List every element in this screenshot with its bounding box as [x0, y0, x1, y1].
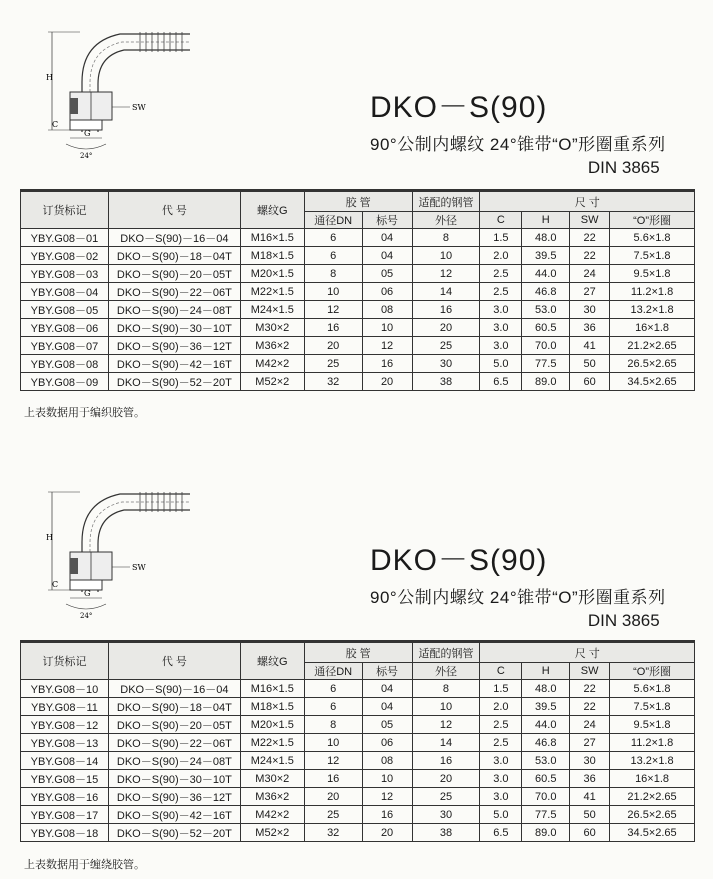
header-oring: “O”形圈 — [610, 663, 695, 680]
table-cell: M18×1.5 — [240, 698, 304, 716]
table-cell: 5.0 — [480, 806, 522, 824]
table-cell: 6 — [304, 680, 362, 698]
dim-h-label: H — [46, 73, 53, 82]
table-cell: M52×2 — [240, 824, 304, 842]
table-cell: 16 — [412, 752, 480, 770]
table-cell: 3.0 — [480, 788, 522, 806]
table-row — [21, 265, 695, 283]
table-cell: 20 — [412, 319, 480, 337]
table-cell: 16 — [362, 806, 412, 824]
table-cell: 08 — [362, 752, 412, 770]
table-cell: 70.0 — [522, 337, 570, 355]
table-cell: 50 — [570, 806, 610, 824]
table-cell: 22 — [570, 229, 610, 247]
table-cell: 12 — [304, 301, 362, 319]
table-cell: 44.0 — [522, 265, 570, 283]
table-cell: 60 — [570, 373, 610, 391]
standard-label: DIN 3865 — [587, 158, 660, 177]
table-cell: 41 — [570, 337, 610, 355]
table-row — [21, 824, 695, 842]
table-cell: 26.5×2.65 — [610, 806, 695, 824]
table-cell: 25 — [412, 788, 480, 806]
table-cell: DKO－S(90)－22－06T — [108, 283, 240, 301]
table-cell: 9.5×1.8 — [610, 716, 695, 734]
dim-sw-label: SW — [132, 563, 146, 572]
header-hose-dn: 通径DN — [304, 212, 362, 229]
table-cell: YBY.G08－18 — [21, 824, 109, 842]
table-row — [21, 229, 695, 247]
spec-table — [20, 189, 695, 391]
table-cell: 26.5×2.65 — [610, 355, 695, 373]
table-cell: DKO－S(90)－16－04 — [108, 229, 240, 247]
table-cell: 46.8 — [522, 283, 570, 301]
table-cell: 16×1.8 — [610, 319, 695, 337]
table-cell: YBY.G08－05 — [21, 301, 109, 319]
table-cell: 27 — [570, 283, 610, 301]
table-cell: M16×1.5 — [240, 229, 304, 247]
table-cell: 89.0 — [522, 824, 570, 842]
table-cell: M36×2 — [240, 337, 304, 355]
table-cell: 12 — [362, 788, 412, 806]
table-cell: M22×1.5 — [240, 734, 304, 752]
table-cell: 60.5 — [522, 770, 570, 788]
table-row — [21, 806, 695, 824]
table-cell: M30×2 — [240, 770, 304, 788]
table-cell: 53.0 — [522, 301, 570, 319]
table-cell: 32 — [304, 824, 362, 842]
header-code: 代 号 — [108, 642, 240, 680]
header-hose: 胶 管 — [304, 642, 412, 663]
table-cell: 25 — [304, 355, 362, 373]
dim-g-label: G — [84, 129, 91, 138]
table-cell: DKO－S(90)－20－05T — [108, 716, 240, 734]
table-cell: YBY.G08－10 — [21, 680, 109, 698]
standard-label: DIN 3865 — [587, 611, 660, 630]
elbow-fitting-drawing — [40, 12, 190, 162]
subtitle: 90°公制内螺纹 24°锥带“O”形圈重系列 — [370, 135, 666, 154]
header-c: C — [480, 212, 522, 229]
table-cell: DKO－S(90)－24－08T — [108, 752, 240, 770]
dim-g-label: G — [84, 589, 91, 598]
header-c: C — [480, 663, 522, 680]
table-cell: 30 — [570, 752, 610, 770]
table-cell: DKO－S(90)－18－04T — [108, 247, 240, 265]
table-cell: 21.2×2.65 — [610, 788, 695, 806]
table-cell: M24×1.5 — [240, 752, 304, 770]
table-cell: DKO－S(90)－22－06T — [108, 734, 240, 752]
table-cell: 13.2×1.8 — [610, 752, 695, 770]
header-hose-mark: 标号 — [362, 663, 412, 680]
table-cell: 6.5 — [480, 373, 522, 391]
table-cell: 7.5×1.8 — [610, 247, 695, 265]
table-cell: 70.0 — [522, 788, 570, 806]
table-cell: 08 — [362, 301, 412, 319]
table-cell: 36 — [570, 770, 610, 788]
table-row — [21, 337, 695, 355]
model-title: DKO－S(90) — [370, 91, 548, 124]
table-cell: DKO－S(90)－36－12T — [108, 337, 240, 355]
table-cell: 20 — [304, 788, 362, 806]
table-note: 上表数据用于编织胶管。 — [24, 407, 145, 419]
table-cell: 8 — [412, 680, 480, 698]
table-cell: 20 — [412, 770, 480, 788]
table-cell: 77.5 — [522, 806, 570, 824]
table-cell: M52×2 — [240, 373, 304, 391]
table-cell: DKO－S(90)－30－10T — [108, 319, 240, 337]
table-cell: 21.2×2.65 — [610, 337, 695, 355]
table-cell: 12 — [412, 265, 480, 283]
table-cell: M36×2 — [240, 788, 304, 806]
header-dims: 尺 寸 — [480, 191, 695, 212]
table-cell: 13.2×1.8 — [610, 301, 695, 319]
table-cell: 10 — [412, 698, 480, 716]
table-cell: 16 — [304, 319, 362, 337]
table-cell: 10 — [304, 734, 362, 752]
table-cell: YBY.G08－14 — [21, 752, 109, 770]
header-dims: 尺 寸 — [480, 642, 695, 663]
table-cell: YBY.G08－09 — [21, 373, 109, 391]
table-cell: DKO－S(90)－24－08T — [108, 301, 240, 319]
header-thread: 螺纹G — [240, 191, 304, 229]
table-row — [21, 283, 695, 301]
table-cell: DKO－S(90)－42－16T — [108, 355, 240, 373]
table-cell: 16 — [412, 301, 480, 319]
header-order-no: 订货标记 — [21, 642, 109, 680]
table-cell: 12 — [362, 337, 412, 355]
table-cell: M22×1.5 — [240, 283, 304, 301]
table-cell: 6 — [304, 698, 362, 716]
table-row — [21, 734, 695, 752]
table-cell: 2.5 — [480, 265, 522, 283]
table-cell: 10 — [362, 319, 412, 337]
title-block — [370, 82, 666, 178]
table-cell: YBY.G08－08 — [21, 355, 109, 373]
table-cell: 3.0 — [480, 752, 522, 770]
table-cell: 34.5×2.65 — [610, 373, 695, 391]
table-cell: 24 — [570, 265, 610, 283]
header-pipe-od: 外径 — [412, 663, 480, 680]
table-cell: 39.5 — [522, 247, 570, 265]
table-row — [21, 788, 695, 806]
table-cell: 25 — [304, 806, 362, 824]
table-cell: YBY.G08－11 — [21, 698, 109, 716]
dim-c-label: C — [52, 580, 59, 589]
table-cell: 3.0 — [480, 337, 522, 355]
table-cell: YBY.G08－15 — [21, 770, 109, 788]
table-cell: YBY.G08－03 — [21, 265, 109, 283]
table-body — [21, 680, 695, 842]
table-cell: M42×2 — [240, 806, 304, 824]
table-cell: M16×1.5 — [240, 680, 304, 698]
table-cell: 2.0 — [480, 698, 522, 716]
table-cell: 10 — [412, 247, 480, 265]
table-cell: 8 — [304, 265, 362, 283]
table-cell: DKO－S(90)－20－05T — [108, 265, 240, 283]
table-cell: 06 — [362, 283, 412, 301]
table-cell: 6 — [304, 247, 362, 265]
title-block — [370, 535, 666, 631]
dim-c-label: C — [52, 120, 59, 129]
table-cell: 48.0 — [522, 680, 570, 698]
table-cell: 5.0 — [480, 355, 522, 373]
header-pipe: 适配的钢管 — [412, 191, 480, 212]
table-cell: 04 — [362, 698, 412, 716]
table-cell: YBY.G08－16 — [21, 788, 109, 806]
table-cell: 25 — [412, 337, 480, 355]
header-hose-mark: 标号 — [362, 212, 412, 229]
table-cell: M18×1.5 — [240, 247, 304, 265]
table-cell: 34.5×2.65 — [610, 824, 695, 842]
header-pipe-od: 外径 — [412, 212, 480, 229]
table-row — [21, 247, 695, 265]
table-cell: 04 — [362, 247, 412, 265]
table-cell: DKO－S(90)－18－04T — [108, 698, 240, 716]
table-cell: 2.5 — [480, 734, 522, 752]
table-cell: 20 — [362, 824, 412, 842]
table-cell: 1.5 — [480, 680, 522, 698]
table-row — [21, 319, 695, 337]
header-h: H — [522, 663, 570, 680]
table-cell: 3.0 — [480, 301, 522, 319]
table-cell: DKO－S(90)－16－04 — [108, 680, 240, 698]
table-cell: YBY.G08－02 — [21, 247, 109, 265]
table-cell: 39.5 — [522, 698, 570, 716]
table-cell: 8 — [304, 716, 362, 734]
model-title: DKO－S(90) — [370, 544, 548, 577]
table-cell: M30×2 — [240, 319, 304, 337]
table-cell: 20 — [362, 373, 412, 391]
table-cell: YBY.G08－04 — [21, 283, 109, 301]
table-cell: 10 — [304, 283, 362, 301]
table-cell: 32 — [304, 373, 362, 391]
table-cell: YBY.G08－17 — [21, 806, 109, 824]
table-cell: 48.0 — [522, 229, 570, 247]
table-cell: YBY.G08－06 — [21, 319, 109, 337]
table-cell: 38 — [412, 373, 480, 391]
table-cell: 20 — [304, 337, 362, 355]
header-hose-dn: 通径DN — [304, 663, 362, 680]
table-cell: 44.0 — [522, 716, 570, 734]
table-cell: 22 — [570, 247, 610, 265]
table-cell: 6.5 — [480, 824, 522, 842]
table-cell: 11.2×1.8 — [610, 283, 695, 301]
table-cell: 30 — [412, 806, 480, 824]
spec-table — [20, 640, 695, 842]
table-cell: YBY.G08－01 — [21, 229, 109, 247]
table-cell: YBY.G08－12 — [21, 716, 109, 734]
table-cell: 16 — [304, 770, 362, 788]
dim-angle-label: 24° — [80, 612, 93, 620]
header-hose: 胶 管 — [304, 191, 412, 212]
table-cell: DKO－S(90)－42－16T — [108, 806, 240, 824]
table-cell: DKO－S(90)－36－12T — [108, 788, 240, 806]
dim-angle-label: 24° — [80, 152, 93, 160]
table-cell: 22 — [570, 680, 610, 698]
table-row — [21, 716, 695, 734]
table-cell: 12 — [304, 752, 362, 770]
table-cell: 89.0 — [522, 373, 570, 391]
table-cell: 24 — [570, 716, 610, 734]
header-thread: 螺纹G — [240, 642, 304, 680]
table-cell: 46.8 — [522, 734, 570, 752]
table-cell: 5.6×1.8 — [610, 229, 695, 247]
table-cell: 50 — [570, 355, 610, 373]
table-cell: 60 — [570, 824, 610, 842]
table-cell: 8 — [412, 229, 480, 247]
table-row — [21, 373, 695, 391]
table-cell: M20×1.5 — [240, 265, 304, 283]
table-cell: 04 — [362, 229, 412, 247]
table-cell: 3.0 — [480, 319, 522, 337]
table-cell: 05 — [362, 716, 412, 734]
table-cell: 14 — [412, 283, 480, 301]
header-pipe: 适配的钢管 — [412, 642, 480, 663]
dim-sw-label: SW — [132, 103, 146, 112]
table-cell: 41 — [570, 788, 610, 806]
table-cell: 22 — [570, 698, 610, 716]
table-cell: M24×1.5 — [240, 301, 304, 319]
header-sw: SW — [570, 663, 610, 680]
table-cell: 6 — [304, 229, 362, 247]
header-oring: “O”形圈 — [610, 212, 695, 229]
table-cell: 06 — [362, 734, 412, 752]
table-row — [21, 698, 695, 716]
dim-h-label: H — [46, 533, 53, 542]
elbow-fitting-drawing — [40, 472, 190, 622]
table-cell: 7.5×1.8 — [610, 698, 695, 716]
table-row — [21, 680, 695, 698]
header-code: 代 号 — [108, 191, 240, 229]
table-cell: 38 — [412, 824, 480, 842]
table-cell: YBY.G08－13 — [21, 734, 109, 752]
header-order-no: 订货标记 — [21, 191, 109, 229]
header-sw: SW — [570, 212, 610, 229]
table-cell: 60.5 — [522, 319, 570, 337]
table-cell: 1.5 — [480, 229, 522, 247]
table-cell: 27 — [570, 734, 610, 752]
table-row — [21, 301, 695, 319]
table-row — [21, 355, 695, 373]
table-cell: 16×1.8 — [610, 770, 695, 788]
table-cell: 30 — [412, 355, 480, 373]
table-cell: DKO－S(90)－30－10T — [108, 770, 240, 788]
table-row — [21, 770, 695, 788]
table-cell: 53.0 — [522, 752, 570, 770]
table-cell: 10 — [362, 770, 412, 788]
table-cell: 05 — [362, 265, 412, 283]
table-cell: 3.0 — [480, 770, 522, 788]
table-cell: 16 — [362, 355, 412, 373]
table-cell: 14 — [412, 734, 480, 752]
table-cell: 04 — [362, 680, 412, 698]
table-cell: 11.2×1.8 — [610, 734, 695, 752]
table-cell: M42×2 — [240, 355, 304, 373]
table-cell: 36 — [570, 319, 610, 337]
table-note: 上表数据用于缠绕胶管。 — [24, 859, 145, 871]
table-cell: M20×1.5 — [240, 716, 304, 734]
table-cell: 77.5 — [522, 355, 570, 373]
table-cell: DKO－S(90)－52－20T — [108, 824, 240, 842]
table-cell: DKO－S(90)－52－20T — [108, 373, 240, 391]
table-cell: 5.6×1.8 — [610, 680, 695, 698]
table-cell: 12 — [412, 716, 480, 734]
table-cell: 9.5×1.8 — [610, 265, 695, 283]
subtitle: 90°公制内螺纹 24°锥带“O”形圈重系列 — [370, 588, 666, 607]
table-cell: YBY.G08－07 — [21, 337, 109, 355]
table-cell: 2.5 — [480, 283, 522, 301]
table-body — [21, 229, 695, 391]
table-cell: 2.0 — [480, 247, 522, 265]
table-row — [21, 752, 695, 770]
table-cell: 2.5 — [480, 716, 522, 734]
table-cell: 30 — [570, 301, 610, 319]
header-h: H — [522, 212, 570, 229]
